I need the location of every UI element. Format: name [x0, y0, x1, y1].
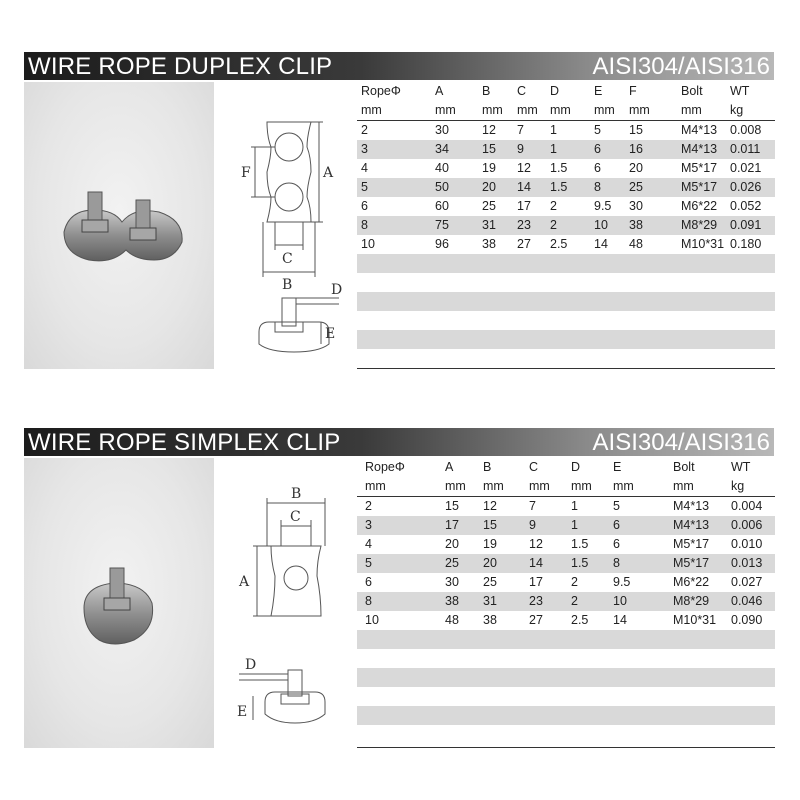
unit-cell: mm	[445, 479, 466, 493]
duplex-dim-e: E	[325, 326, 336, 342]
table-cell: 2	[550, 218, 557, 232]
table-cell: 75	[435, 218, 449, 232]
table-row	[357, 140, 775, 159]
table-cell: 0.011	[730, 142, 761, 156]
table-row	[357, 235, 775, 254]
table-cell: 25	[629, 180, 643, 194]
table-cell: 0.052	[730, 199, 762, 213]
table-cell: 30	[435, 123, 449, 137]
table-cell: 7	[517, 123, 524, 137]
duplex-section	[24, 52, 774, 372]
table-cell: M10*31	[673, 613, 717, 627]
table-cell: 8	[361, 218, 368, 232]
table-row	[357, 554, 775, 573]
simplex-dim-b: B	[291, 486, 302, 502]
table-cell: 5	[361, 180, 368, 194]
duplex-banner	[24, 52, 774, 80]
table-cell: 6	[594, 161, 601, 175]
duplex-dim-b: B	[282, 277, 293, 293]
simplex-clip-image	[24, 458, 214, 748]
table-cell: 2.5	[571, 613, 589, 627]
table-cell: 10	[613, 594, 627, 608]
table-row	[357, 159, 775, 178]
table-cell: 0.004	[731, 499, 763, 513]
column-header: D	[571, 460, 581, 474]
table-cell: 6	[365, 575, 372, 589]
table-cell: 0.026	[730, 180, 762, 194]
table-cell: M5*17	[673, 537, 710, 551]
table-cell: 6	[613, 537, 620, 551]
simplex-dim-c: C	[290, 509, 301, 525]
table-cell: M4*13	[673, 518, 710, 532]
table-cell: M5*17	[681, 180, 718, 194]
empty-table-row	[357, 630, 775, 649]
unit-cell: mm	[681, 103, 702, 117]
table-cell: 60	[435, 199, 449, 213]
empty-table-row	[357, 311, 775, 330]
table-cell: 40	[435, 161, 449, 175]
unit-cell: mm	[361, 103, 382, 117]
unit-cell: mm	[365, 479, 386, 493]
unit-cell: mm	[673, 479, 694, 493]
table-cell: M8*29	[681, 218, 718, 232]
duplex-dim-a: A	[323, 165, 334, 181]
table-cell: 14	[613, 613, 627, 627]
table-cell: 2	[361, 123, 368, 137]
table-cell: 6	[594, 142, 601, 156]
table-cell: 1	[550, 142, 557, 156]
table-cell: M4*13	[681, 142, 718, 156]
table-cell: 38	[483, 613, 497, 627]
duplex-title: WIRE ROPE DUPLEX CLIP	[28, 53, 333, 80]
table-cell: 15	[445, 499, 459, 513]
table-cell: 2	[571, 575, 578, 589]
table-cell: 27	[529, 613, 543, 627]
table-cell: 6	[361, 199, 368, 213]
table-cell: 27	[517, 237, 531, 251]
simplex-material: AISI304/AISI316	[592, 429, 770, 456]
table-cell: M8*29	[673, 594, 710, 608]
simplex-dim-a: A	[239, 574, 250, 590]
duplex-product-photo	[24, 82, 214, 369]
table-cell: 20	[445, 537, 459, 551]
simplex-dimension-diagram	[219, 458, 359, 748]
table-cell: 31	[482, 218, 496, 232]
table-row	[357, 592, 775, 611]
table-cell: 2	[550, 199, 557, 213]
column-header: B	[483, 460, 492, 474]
table-cell: 38	[629, 218, 643, 232]
table-cell: 14	[529, 556, 543, 570]
table-cell: 25	[445, 556, 459, 570]
duplex-dimension-diagram	[219, 82, 359, 369]
table-row	[357, 497, 775, 516]
table-cell: 20	[482, 180, 496, 194]
table-cell: 0.090	[731, 613, 763, 627]
table-row	[357, 121, 775, 140]
table-cell: 7	[529, 499, 536, 513]
table-cell: 4	[361, 161, 368, 175]
table-cell: 30	[629, 199, 643, 213]
simplex-section	[24, 428, 774, 750]
column-header: Bolt	[673, 460, 695, 474]
empty-table-row	[357, 668, 775, 687]
table-cell: 0.046	[731, 594, 763, 608]
table-cell: M5*17	[673, 556, 710, 570]
table-cell: 1.5	[571, 556, 589, 570]
table-cell: 1.5	[550, 180, 568, 194]
table-row	[357, 516, 775, 535]
table-cell: 8	[365, 594, 372, 608]
column-header: WT	[730, 84, 750, 98]
duplex-spec-table	[357, 82, 775, 369]
empty-table-row	[357, 687, 775, 706]
table-bottom-rule	[357, 368, 775, 369]
table-cell: 31	[483, 594, 497, 608]
table-row	[357, 178, 775, 197]
table-cell: 9.5	[613, 575, 631, 589]
empty-table-row	[357, 330, 775, 349]
table-cell: 96	[435, 237, 449, 251]
table-cell: 12	[483, 499, 497, 513]
table-cell: 48	[629, 237, 643, 251]
table-cell: 1.5	[550, 161, 568, 175]
empty-table-row	[357, 725, 775, 744]
column-header: C	[517, 84, 527, 98]
unit-cell: mm	[571, 479, 592, 493]
table-cell: M4*13	[681, 123, 718, 137]
table-cell: 0.006	[731, 518, 763, 532]
column-header: A	[445, 460, 454, 474]
table-cell: 38	[445, 594, 459, 608]
table-cell: 15	[629, 123, 643, 137]
table-cell: 9	[517, 142, 524, 156]
unit-cell: kg	[731, 479, 745, 493]
unit-cell: mm	[529, 479, 550, 493]
empty-table-row	[357, 649, 775, 668]
empty-table-row	[357, 349, 775, 368]
table-cell: 5	[613, 499, 620, 513]
table-cell: 20	[483, 556, 497, 570]
table-cell: M10*31	[681, 237, 725, 251]
table-cell: 1	[571, 518, 578, 532]
table-cell: 30	[445, 575, 459, 589]
table-cell: 25	[483, 575, 497, 589]
table-cell: M6*22	[681, 199, 718, 213]
table-cell: 2.5	[550, 237, 568, 251]
table-cell: 48	[445, 613, 459, 627]
table-cell: 16	[629, 142, 643, 156]
column-header: E	[594, 84, 603, 98]
table-cell: 50	[435, 180, 449, 194]
table-cell: 10	[365, 613, 379, 627]
table-cell: 2	[365, 499, 372, 513]
column-header: A	[435, 84, 444, 98]
table-units-row	[357, 477, 775, 497]
column-header: D	[550, 84, 560, 98]
table-bottom-rule	[357, 747, 775, 748]
table-cell: 6	[613, 518, 620, 532]
table-cell: 14	[517, 180, 531, 194]
table-cell: 38	[482, 237, 496, 251]
table-row	[357, 573, 775, 592]
column-header: RopeΦ	[365, 460, 405, 474]
table-cell: M4*13	[673, 499, 710, 513]
table-cell: 19	[483, 537, 497, 551]
table-row	[357, 216, 775, 235]
column-header: Bolt	[681, 84, 703, 98]
table-cell: 34	[435, 142, 449, 156]
table-cell: 15	[482, 142, 496, 156]
table-cell: 19	[482, 161, 496, 175]
table-cell: 15	[483, 518, 497, 532]
table-cell: 0.021	[730, 161, 762, 175]
simplex-dim-e: E	[237, 704, 248, 720]
unit-cell: mm	[550, 103, 571, 117]
table-cell: 0.091	[730, 218, 762, 232]
table-cell: 23	[517, 218, 531, 232]
empty-table-row	[357, 273, 775, 292]
unit-cell: mm	[435, 103, 456, 117]
table-cell: 1	[571, 499, 578, 513]
table-cell: 10	[361, 237, 375, 251]
simplex-spec-table	[357, 458, 775, 748]
simplex-dim-d: D	[245, 657, 257, 673]
table-cell: 23	[529, 594, 543, 608]
table-cell: 25	[482, 199, 496, 213]
duplex-dim-d: D	[331, 282, 343, 298]
table-row	[357, 197, 775, 216]
table-cell: 12	[517, 161, 531, 175]
simplex-title: WIRE ROPE SIMPLEX CLIP	[28, 429, 341, 456]
empty-table-row	[357, 292, 775, 311]
table-cell: 12	[529, 537, 543, 551]
table-cell: 10	[594, 218, 608, 232]
duplex-dim-c: C	[282, 251, 293, 267]
duplex-clip-image	[24, 82, 214, 369]
column-header: WT	[731, 460, 751, 474]
table-cell: 3	[361, 142, 368, 156]
table-cell: 1	[550, 123, 557, 137]
column-header: F	[629, 84, 637, 98]
table-cell: 9	[529, 518, 536, 532]
table-row	[357, 611, 775, 630]
simplex-product-photo	[24, 458, 214, 748]
table-cell: 0.013	[731, 556, 763, 570]
empty-table-row	[357, 254, 775, 273]
table-cell: 2	[571, 594, 578, 608]
table-cell: 1.5	[571, 537, 589, 551]
column-header: RopeΦ	[361, 84, 401, 98]
column-header: B	[482, 84, 491, 98]
unit-cell: mm	[629, 103, 650, 117]
table-header-row	[357, 458, 775, 477]
table-cell: 20	[629, 161, 643, 175]
duplex-dim-f: F	[241, 165, 251, 181]
duplex-material: AISI304/AISI316	[592, 53, 770, 80]
unit-cell: mm	[483, 479, 504, 493]
simplex-banner	[24, 428, 774, 456]
table-cell: 0.180	[730, 237, 762, 251]
table-header-row	[357, 82, 775, 101]
unit-cell: mm	[594, 103, 615, 117]
table-row	[357, 535, 775, 554]
table-cell: 0.008	[730, 123, 762, 137]
table-cell: 4	[365, 537, 372, 551]
column-header: E	[613, 460, 622, 474]
table-cell: 12	[482, 123, 496, 137]
table-cell: 14	[594, 237, 608, 251]
unit-cell: mm	[517, 103, 538, 117]
unit-cell: mm	[613, 479, 634, 493]
table-cell: 8	[613, 556, 620, 570]
table-units-row	[357, 101, 775, 121]
table-cell: 3	[365, 518, 372, 532]
table-cell: 9.5	[594, 199, 612, 213]
unit-cell: kg	[730, 103, 744, 117]
column-header: C	[529, 460, 539, 474]
empty-table-row	[357, 706, 775, 725]
table-cell: 17	[445, 518, 459, 532]
table-cell: 5	[365, 556, 372, 570]
table-cell: 0.010	[731, 537, 763, 551]
table-cell: 8	[594, 180, 601, 194]
table-cell: M5*17	[681, 161, 718, 175]
table-cell: 17	[517, 199, 531, 213]
table-cell: 5	[594, 123, 601, 137]
table-cell: 0.027	[731, 575, 763, 589]
unit-cell: mm	[482, 103, 503, 117]
table-cell: 17	[529, 575, 543, 589]
table-cell: M6*22	[673, 575, 710, 589]
